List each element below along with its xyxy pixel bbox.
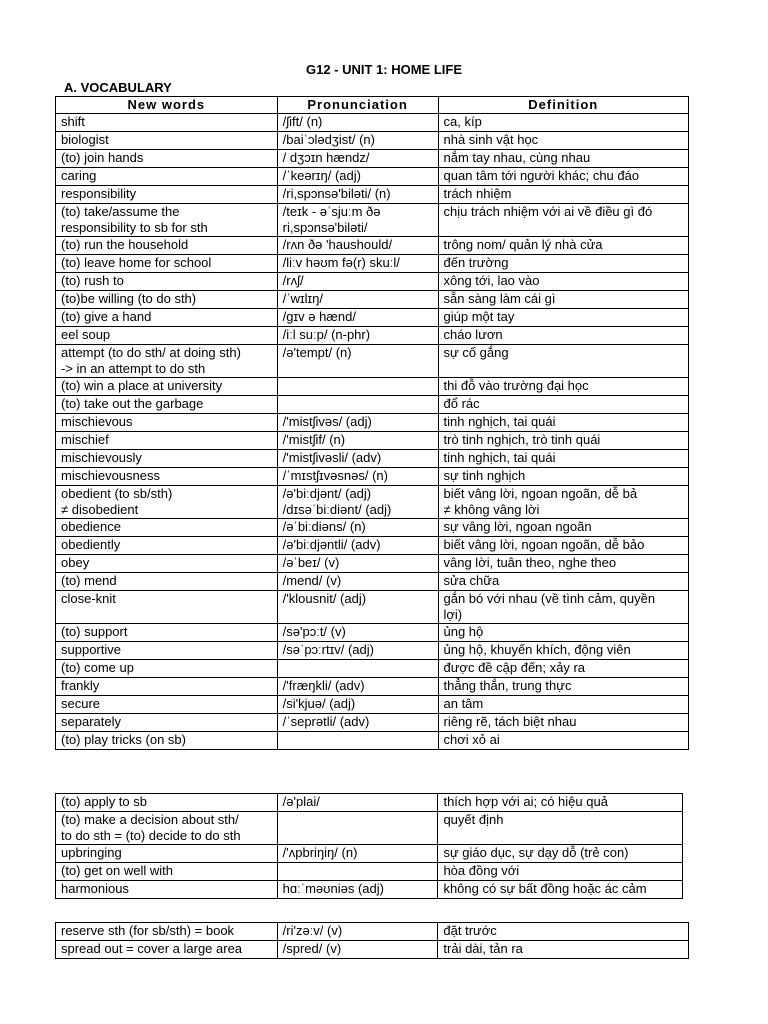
definition-cell: quyết định: [438, 812, 683, 845]
word-cell: (to) mend: [56, 573, 278, 591]
pronunciation-cell: [277, 396, 438, 414]
table-row: [56, 642, 689, 660]
table-row: [56, 150, 689, 168]
pronunciation-cell: [277, 378, 438, 396]
definition-cell: tinh nghịch, tai quái: [438, 450, 689, 468]
table-row: [56, 845, 683, 863]
table-row: [56, 573, 689, 591]
extra-vocabulary-body-1: [56, 794, 683, 899]
pronunciation-cell: /ri'zəːv/ (v): [277, 923, 438, 941]
word-cell: upbringing: [56, 845, 278, 863]
pronunciation-cell: [277, 812, 438, 845]
pronunciation-cell: /rʌn ðə 'haushould/: [277, 237, 438, 255]
definition-cell: tinh nghịch, tai quái: [438, 414, 689, 432]
word-cell: (to) take out the garbage: [56, 396, 278, 414]
pronunciation-cell: /ˈwɪlɪŋ/: [277, 291, 438, 309]
pronunciation-cell: /sə'pɔːt/ (v): [277, 624, 438, 642]
word-cell: supportive: [56, 642, 278, 660]
definition-cell: trò tinh nghịch, trò tinh quái: [438, 432, 689, 450]
definition-cell: vâng lời, tuân theo, nghe theo: [438, 555, 689, 573]
table-row: [56, 450, 689, 468]
definition-cell: giúp một tay: [438, 309, 689, 327]
pronunciation-cell: /liːv həʊm fə(r) skuːl/: [277, 255, 438, 273]
table-row: [56, 660, 689, 678]
definition-cell: gắn bó với nhau (về tình cảm, quyền lợi): [438, 591, 689, 624]
table-row: [56, 414, 689, 432]
pronunciation-cell: /'mistʃif/ (n): [277, 432, 438, 450]
pronunciation-cell: /əˈbiːdiəns/ (n): [277, 519, 438, 537]
word-cell: caring: [56, 168, 278, 186]
pronunciation-cell: /əˈbeɪ/ (v): [277, 555, 438, 573]
definition-cell: ca, kíp: [438, 114, 689, 132]
word-cell: separately: [56, 714, 278, 732]
pronunciation-cell: /'klousnit/ (adj): [277, 591, 438, 624]
table-row: [56, 794, 683, 812]
table-row: [56, 237, 689, 255]
pronunciation-cell: / dʒɔɪn hændz/: [277, 150, 438, 168]
table-row: [56, 678, 689, 696]
definition-cell: trông nom/ quản lý nhà cửa: [438, 237, 689, 255]
table-row: [56, 468, 689, 486]
table-row: [56, 204, 689, 237]
definition-cell: sự tinh nghịch: [438, 468, 689, 486]
word-cell: (to) rush to: [56, 273, 278, 291]
pronunciation-cell: /si'kjuə/ (adj): [277, 696, 438, 714]
pronunciation-cell: /ə'plai/: [277, 794, 438, 812]
header-definition: Definition: [438, 97, 689, 114]
table-row: [56, 941, 689, 959]
word-cell: (to) take/assume the responsibility to sb for sth: [56, 204, 278, 237]
definition-cell: sửa chữa: [438, 573, 689, 591]
pronunciation-cell: /baiˈɔlədʒist/ (n): [277, 132, 438, 150]
vocabulary-body: [56, 114, 689, 750]
table-row: [56, 863, 683, 881]
table-row: [56, 696, 689, 714]
definition-cell: sự giáo dục, sự dạy dỗ (trẻ con): [438, 845, 683, 863]
table-row: [56, 812, 683, 845]
word-cell: obey: [56, 555, 278, 573]
table-row: [56, 291, 689, 309]
definition-cell: sự cố gắng: [438, 345, 689, 378]
definition-cell: trải dài, tản ra: [438, 941, 689, 959]
table-row: [56, 714, 689, 732]
word-cell: eel soup: [56, 327, 278, 345]
table-row: [56, 327, 689, 345]
table-row: [56, 555, 689, 573]
definition-cell: riêng rẽ, tách biệt nhau: [438, 714, 689, 732]
definition-cell: thi đỗ vào trường đại học: [438, 378, 689, 396]
table-row: [56, 309, 689, 327]
word-cell: mischievousness: [56, 468, 278, 486]
word-cell: (to) make a decision about sth/ to do sth = (to) decide to do sth: [56, 812, 278, 845]
definition-cell: cháo lươn: [438, 327, 689, 345]
word-cell: mischief: [56, 432, 278, 450]
table-row: [56, 345, 689, 378]
word-cell: (to) get on well with: [56, 863, 278, 881]
pronunciation-cell: /'ʌpbriŋiŋ/ (n): [277, 845, 438, 863]
definition-cell: chơi xỏ ai: [438, 732, 689, 750]
table-row: [56, 132, 689, 150]
table-row: [56, 591, 689, 624]
table-row: [56, 378, 689, 396]
word-cell: harmonious: [56, 881, 278, 899]
table-row: [56, 255, 689, 273]
definition-cell: ủng hộ: [438, 624, 689, 642]
word-cell: (to)be willing (to do sth): [56, 291, 278, 309]
table-row: [56, 486, 689, 519]
table-row: [56, 273, 689, 291]
word-cell: biologist: [56, 132, 278, 150]
definition-cell: đổ rác: [438, 396, 689, 414]
pronunciation-cell: /spred/ (v): [277, 941, 438, 959]
header-pronunciation: Pronunciation: [277, 97, 438, 114]
word-cell: shift: [56, 114, 278, 132]
table-row: [56, 114, 689, 132]
pronunciation-cell: /ʃift/ (n): [277, 114, 438, 132]
table-row: [56, 923, 689, 941]
definition-cell: chịu trách nhiệm với ai về điều gì đó: [438, 204, 689, 237]
table-row: [56, 168, 689, 186]
word-cell: mischievously: [56, 450, 278, 468]
word-cell: (to) play tricks (on sb): [56, 732, 278, 750]
header-row: [56, 97, 689, 114]
definition-cell: thẳng thắn, trung thực: [438, 678, 689, 696]
vocabulary-table: [55, 96, 689, 750]
pronunciation-cell: /ˈseprətli/ (adv): [277, 714, 438, 732]
word-cell: (to) come up: [56, 660, 278, 678]
pronunciation-cell: /iːl suːp/ (n-phr): [277, 327, 438, 345]
definition-cell: quan tâm tới người khác; chu đáo: [438, 168, 689, 186]
pronunciation-cell: /ˈkeərɪŋ/ (adj): [277, 168, 438, 186]
word-cell: (to) apply to sb: [56, 794, 278, 812]
definition-cell: nhà sinh vật học: [438, 132, 689, 150]
word-cell: (to) join hands: [56, 150, 278, 168]
extra-vocabulary-body-2: [56, 923, 689, 959]
definition-cell: trách nhiệm: [438, 186, 689, 204]
definition-cell: biết vâng lời, ngoan ngoãn, dễ bảo: [438, 537, 689, 555]
pronunciation-cell: /ri,spɔnsə'biləti/ (n): [277, 186, 438, 204]
pronunciation-cell: /'mistʃivəsli/ (adv): [277, 450, 438, 468]
definition-cell: an tâm: [438, 696, 689, 714]
pronunciation-cell: /gɪv ə hænd/: [277, 309, 438, 327]
word-cell: obediently: [56, 537, 278, 555]
pronunciation-cell: [277, 863, 438, 881]
definition-cell: nắm tay nhau, cùng nhau: [438, 150, 689, 168]
word-cell: frankly: [56, 678, 278, 696]
pronunciation-cell: [277, 660, 438, 678]
extra-vocabulary-table-1: [55, 793, 683, 899]
definition-cell: đặt trước: [438, 923, 689, 941]
pronunciation-cell: /'fræŋkli/ (adv): [277, 678, 438, 696]
definition-cell: ủng hộ, khuyến khích, động viên: [438, 642, 689, 660]
pronunciation-cell: /ˈmɪstʃɪvəsnəs/ (n): [277, 468, 438, 486]
header-new-words: New words: [56, 97, 278, 114]
pronunciation-cell: [277, 732, 438, 750]
pronunciation-cell: /ə'biːdjənt/ (adj) /dɪsəˈbiːdiənt/ (adj): [277, 486, 438, 519]
table-row: [56, 881, 683, 899]
pronunciation-cell: hɑːˈməʊniəs (adj): [277, 881, 438, 899]
definition-cell: không có sự bất đồng hoặc ác cảm: [438, 881, 683, 899]
word-cell: responsibility: [56, 186, 278, 204]
table-row: [56, 624, 689, 642]
page-title: G12 - UNIT 1: HOME LIFE: [305, 62, 462, 77]
definition-cell: hòa đồng với: [438, 863, 683, 881]
table-row: [56, 186, 689, 204]
pronunciation-cell: /'mistʃivəs/ (adj): [277, 414, 438, 432]
definition-cell: sự vâng lời, ngoan ngoãn: [438, 519, 689, 537]
word-cell: (to) run the household: [56, 237, 278, 255]
word-cell: (to) leave home for school: [56, 255, 278, 273]
pronunciation-cell: /ə'tempt/ (n): [277, 345, 438, 378]
extra-vocabulary-table-2: [55, 922, 689, 959]
table-row: [56, 732, 689, 750]
word-cell: secure: [56, 696, 278, 714]
pronunciation-cell: /ə'biːdjəntli/ (adv): [277, 537, 438, 555]
word-cell: mischievous: [56, 414, 278, 432]
pronunciation-cell: /səˈpɔːrtɪv/ (adj): [277, 642, 438, 660]
definition-cell: thích hợp với ai; có hiệu quả: [438, 794, 683, 812]
definition-cell: đến trường: [438, 255, 689, 273]
word-cell: attempt (to do sth/ at doing sth) -> in an attempt to do sth: [56, 345, 278, 378]
pronunciation-cell: /teɪk - əˈsjuːm ðə ri,spɔnsə'biləti/: [277, 204, 438, 237]
definition-cell: biết vâng lời, ngoan ngoãn, dễ bả ≠ không vâng lời: [438, 486, 689, 519]
table-row: [56, 519, 689, 537]
table-row: [56, 537, 689, 555]
table-row: [56, 396, 689, 414]
word-cell: obedience: [56, 519, 278, 537]
word-cell: spread out = cover a large area: [56, 941, 278, 959]
word-cell: (to) give a hand: [56, 309, 278, 327]
word-cell: (to) win a place at university: [56, 378, 278, 396]
definition-cell: xông tới, lao vào: [438, 273, 689, 291]
word-cell: obedient (to sb/sth) ≠ disobedient: [56, 486, 278, 519]
pronunciation-cell: /mend/ (v): [277, 573, 438, 591]
word-cell: reserve sth (for sb/sth) = book: [56, 923, 278, 941]
word-cell: close-knit: [56, 591, 278, 624]
definition-cell: sẵn sàng làm cái gì: [438, 291, 689, 309]
definition-cell: được đề cập đến; xảy ra: [438, 660, 689, 678]
pronunciation-cell: /rʌʃ/: [277, 273, 438, 291]
word-cell: (to) support: [56, 624, 278, 642]
section-title: A. VOCABULARY: [64, 80, 172, 95]
table-row: [56, 432, 689, 450]
